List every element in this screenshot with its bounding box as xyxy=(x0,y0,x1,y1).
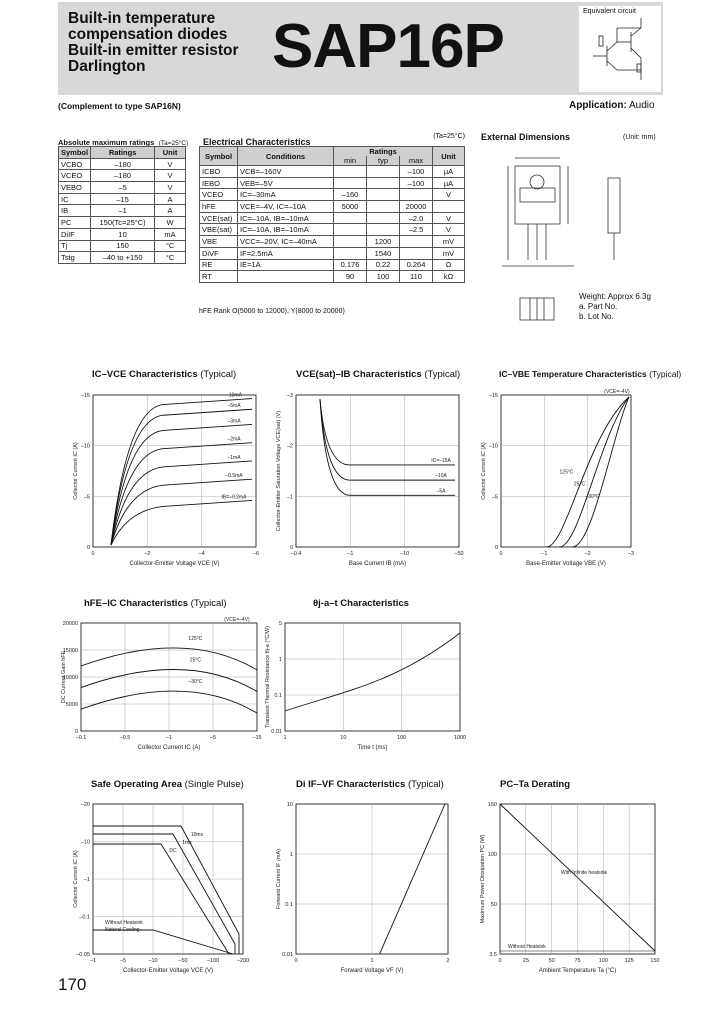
table-header: Ratings xyxy=(91,147,155,159)
table-cell: 0.22 xyxy=(367,259,400,271)
x-axis-label: Collector-Emitter Voltage VCE (V) xyxy=(129,561,220,567)
y-tick-label: 0.01 xyxy=(271,729,282,735)
y-tick-label: –10 xyxy=(80,839,90,846)
curve-label: Natural Cooling xyxy=(105,927,140,933)
table-cell: V xyxy=(433,189,465,201)
x-tick-label: 0 xyxy=(498,958,502,964)
x-axis-label: Base-Emitter Voltage VBE (V) xyxy=(526,561,606,567)
table-cell: RE xyxy=(200,259,238,271)
table-cell: Tstg xyxy=(59,252,91,264)
y-tick-label: 10000 xyxy=(62,675,78,681)
table-cell: µA xyxy=(433,166,465,178)
curve-label: DC xyxy=(169,848,177,854)
table-cell: 110 xyxy=(400,271,433,283)
y-tick-label: 20000 xyxy=(62,621,78,627)
table-cell: RT xyxy=(200,271,238,283)
table-cell: –5 xyxy=(91,182,155,194)
table-cell: kΩ xyxy=(433,271,465,283)
x-tick-label: 0 xyxy=(294,958,298,964)
y-tick-label: 150 xyxy=(487,802,497,808)
table-cell: VCB=–160V xyxy=(238,166,334,178)
hfe-rank-note: hFE Rank O(5000 to 12000), Y(8000 to 20000) xyxy=(199,308,345,315)
table-cell: –15 xyxy=(91,193,155,205)
x-tick-label: –5 xyxy=(209,735,217,741)
soa-noheatsink xyxy=(93,930,233,954)
series-line-ic xyxy=(320,399,455,495)
complement-note: (Complement to type SAP16N) xyxy=(58,101,181,111)
table-cell: 5000 xyxy=(334,201,367,213)
series-line-if xyxy=(380,804,445,954)
x-tick-label: 150 xyxy=(650,958,660,964)
table-cell: 0.264 xyxy=(400,259,433,271)
table-cell: –100 xyxy=(400,177,433,189)
y-tick-label: 0 xyxy=(289,545,293,551)
series-line-ic xyxy=(320,399,455,480)
table-cell: VCE=–4V, IC=–10A xyxy=(238,201,334,213)
y-axis-label: Collector Current IC (A) xyxy=(73,850,79,908)
x-tick-label: –1 xyxy=(165,735,173,741)
table-cell: IC xyxy=(59,193,91,205)
x-tick-label: 125 xyxy=(624,958,634,964)
table-cell: VCBO xyxy=(59,158,91,170)
table-cell: 20000 xyxy=(400,201,433,213)
header-line-3: Built-in emitter resistor xyxy=(68,42,239,59)
table-cell: hFE xyxy=(200,201,238,213)
chart-title-text: hFE–IC Characteristics xyxy=(84,598,189,609)
table-cell: VCEO xyxy=(59,170,91,182)
table-cell: PC xyxy=(59,217,91,229)
curve-label: With Infinite heatsink xyxy=(560,870,608,876)
chart-title-typ: (Typical) xyxy=(424,369,461,380)
table-cell: 1540 xyxy=(367,247,400,259)
x-tick-label: 1 xyxy=(370,958,374,964)
table-cell: µA xyxy=(433,177,465,189)
x-tick-label: –10 xyxy=(148,958,158,964)
curve-label: 125°C xyxy=(188,635,203,642)
table-cell: mV xyxy=(433,236,465,248)
y-axis-label: DC Current Gain hFE xyxy=(61,650,67,704)
ext-dim-unit: (Unit: mm) xyxy=(623,134,656,141)
table-cell: 1200 xyxy=(367,236,400,248)
application-label: Application: xyxy=(569,100,627,111)
curve-label: Without Heatsink xyxy=(508,944,546,950)
chart-title-pc-ta: PC–Ta Derating xyxy=(500,779,571,790)
x-tick-label: –2 xyxy=(144,551,151,557)
y-tick-label: –15 xyxy=(488,393,498,399)
curve-label: –5mA xyxy=(227,403,241,410)
series-line-ic xyxy=(320,399,455,465)
x-tick-label: 2 xyxy=(446,958,450,964)
curve-label: 10ms xyxy=(190,832,204,838)
table-cell: IF=2.5mA xyxy=(238,247,334,259)
x-axis-label: Time t (ms) xyxy=(357,745,388,751)
table-cell: IC=–10A, IB=–10mA xyxy=(238,212,334,224)
curve-label: –30°C xyxy=(585,493,600,500)
soa-dc xyxy=(93,844,229,954)
x-tick-label: –1 xyxy=(89,958,97,964)
chart-title-text: VCE(sat)–IB Characteristics xyxy=(296,369,422,380)
table-cell: 100 xyxy=(367,271,400,283)
y-tick-label: 15000 xyxy=(62,648,78,654)
y-tick-label: 50 xyxy=(490,902,497,908)
table-cell: DiIF xyxy=(59,228,91,240)
table-cell: Ω xyxy=(433,259,465,271)
y-tick-label: 10 xyxy=(286,802,293,808)
y-tick-label: 100 xyxy=(487,852,497,858)
y-axis-label: Transient Thermal Resistance θj-a (°C/W) xyxy=(265,626,271,728)
elec-title-text: Electrical Characteristics xyxy=(203,137,311,147)
x-tick-label: –0.4 xyxy=(290,551,302,557)
table-cell: VBE xyxy=(200,236,238,248)
equivalent-circuit-label: Equivalent circuit xyxy=(583,8,636,15)
x-tick-label: –4 xyxy=(198,551,205,557)
x-axis-label: Collector Current IC (A) xyxy=(137,745,201,751)
x-tick-label: 75 xyxy=(574,958,581,964)
y-tick-label: 0 xyxy=(86,545,90,551)
y-axis-label: Maximum Power Dissipation PC (W) xyxy=(480,834,486,924)
x-tick-label: 0 xyxy=(91,551,95,557)
y-tick-label: –2 xyxy=(286,443,293,450)
x-tick-label: –1 xyxy=(347,551,354,557)
table-cell: V xyxy=(433,212,465,224)
y-tick-label: –1 xyxy=(83,877,90,883)
plot-frame xyxy=(285,623,460,731)
table-cell: DiVF xyxy=(200,247,238,259)
elec-cond: (Ta=25°C) xyxy=(433,133,465,140)
table-cell: IB xyxy=(59,205,91,217)
x-tick-label: –50 xyxy=(178,958,188,964)
soa-1ms xyxy=(93,834,235,954)
table-header: Unit xyxy=(433,147,465,166)
chart-title-text: IC–VBE Temperature Characteristics xyxy=(499,369,647,379)
chart-title-typ: (Typical) xyxy=(200,369,237,380)
table-cell: V xyxy=(155,182,186,194)
table-cell: mA xyxy=(155,228,186,240)
x-tick-label: –6 xyxy=(252,551,260,557)
table-cell: –160 xyxy=(334,189,367,201)
table-cell: –180 xyxy=(91,158,155,170)
table-cell: V xyxy=(433,224,465,236)
table-subheader: min xyxy=(334,156,367,166)
table-header: Conditions xyxy=(238,147,334,166)
curve-label: 125°C xyxy=(559,469,574,476)
table-cell: °C xyxy=(155,252,186,264)
curve-label: IC=–15A xyxy=(431,457,451,464)
x-tick-label: –1 xyxy=(541,551,548,557)
x-axis-label: Forward Voltage VF (V) xyxy=(340,968,404,974)
x-tick-label: –100 xyxy=(206,958,220,964)
y-tick-label: –10 xyxy=(80,443,90,450)
x-tick-label: –5 xyxy=(119,958,127,964)
y-axis-label: Collector Current IC (A) xyxy=(481,442,487,500)
y-tick-label: –1 xyxy=(286,494,293,501)
y-tick-label: 3.5 xyxy=(489,952,497,958)
table-cell: IEBO xyxy=(200,177,238,189)
y-tick-label: –0.05 xyxy=(76,952,90,958)
y-tick-label: 0 xyxy=(494,545,498,551)
table-cell: A xyxy=(155,205,186,217)
table-cell: 90 xyxy=(334,271,367,283)
curve-label: 25°C xyxy=(573,481,586,488)
part-number: SAP16P xyxy=(272,12,504,81)
plot-frame xyxy=(296,395,459,547)
y-tick-label: –15 xyxy=(80,393,90,399)
x-axis-label: Ambient Temperature Ta (°C) xyxy=(538,968,617,974)
table-subheader: max xyxy=(400,156,433,166)
x-tick-label: –50 xyxy=(454,551,464,557)
curve-label: –2mA xyxy=(227,436,241,443)
series-line-thermal xyxy=(285,633,460,711)
chart-title-text: Di IF–VF Characteristics xyxy=(296,779,406,790)
table-cell: –2.5 xyxy=(400,224,433,236)
table-cell: mV xyxy=(433,247,465,259)
curve-label: –0.5mA xyxy=(225,473,243,480)
curve-label: IB=–0.2mA xyxy=(221,494,247,501)
y-tick-label: 5000 xyxy=(65,702,78,708)
x-tick-label: –3 xyxy=(627,551,635,557)
header-line-1: Built-in temperature xyxy=(68,10,216,27)
series-line-temp xyxy=(573,397,630,547)
y-tick-label: 0.01 xyxy=(282,952,293,958)
table-cell: IC=–10A, IB=–10mA xyxy=(238,224,334,236)
table-cell: –100 xyxy=(400,166,433,178)
application-value: Audio xyxy=(629,100,655,111)
page-number: 170 xyxy=(58,975,87,994)
y-tick-label: 1 xyxy=(278,657,282,663)
table-header: Symbol xyxy=(200,147,238,166)
x-axis-label: Collector-Emitter Voltage VCE (V) xyxy=(122,968,214,974)
part-no-text: a. Part No. xyxy=(579,302,618,311)
ext-dim-title: External Dimensions xyxy=(481,132,571,142)
abs-max-title-text: Absolute maximum ratings xyxy=(58,138,155,147)
table-cell: 150(Tc=25°C) xyxy=(91,217,155,229)
curve-label: –3mA xyxy=(227,418,241,425)
y-tick-label: –3 xyxy=(286,393,293,399)
table-cell: °C xyxy=(155,240,186,252)
table-cell: W xyxy=(155,217,186,229)
table-header: Ratings xyxy=(334,147,433,157)
series-line-ib xyxy=(111,479,252,545)
x-tick-label: 1 xyxy=(283,735,287,741)
table-cell: VCE(sat) xyxy=(200,212,238,224)
table-cell: A xyxy=(155,193,186,205)
table-cell: V xyxy=(155,158,186,170)
table-cell: VCC=–20V, IC=–40mA xyxy=(238,236,334,248)
y-tick-label: –0.1 xyxy=(79,914,90,921)
y-tick-label: 1 xyxy=(289,852,293,858)
curve-label: Without Heatsink xyxy=(105,920,143,926)
table-cell: –2.0 xyxy=(400,212,433,224)
header-line-4: Darlington xyxy=(68,58,146,75)
y-tick-label: 0.1 xyxy=(274,693,282,699)
x-tick-label: 50 xyxy=(548,958,555,964)
y-tick-label: 0.1 xyxy=(285,902,293,908)
chart-title-typ: (Single Pulse) xyxy=(184,779,244,790)
table-cell: 150 xyxy=(91,240,155,252)
chart-title-text: Safe Operating Area xyxy=(91,779,182,790)
weight-text: Weight: Approx 6.3g xyxy=(579,292,651,301)
x-tick-label: –10 xyxy=(400,551,410,557)
series-line-ib xyxy=(111,500,252,545)
table-cell: IC=–30mA xyxy=(238,189,334,201)
y-axis-label: Forward Current IF (mA) xyxy=(276,849,282,909)
curve-label: –30°C xyxy=(188,679,203,686)
y-tick-label: –10 xyxy=(488,443,498,450)
y-tick-label: –20 xyxy=(80,802,90,808)
x-tick-label: 100 xyxy=(397,735,407,741)
curve-label: –10mA xyxy=(226,392,242,399)
chart-title-typ: (Typical) xyxy=(649,369,682,379)
x-tick-label: 1000 xyxy=(453,735,467,741)
y-tick-label: 5 xyxy=(278,621,282,627)
chart-title-typ: (Typical) xyxy=(190,598,227,609)
table-cell: VEB=–5V xyxy=(238,177,334,189)
x-tick-label: –2 xyxy=(584,551,591,557)
table-subheader: typ xyxy=(367,156,400,166)
header-line-2: compensation diodes xyxy=(68,26,228,43)
y-tick-label: –5 xyxy=(491,494,498,501)
table-cell: ICBO xyxy=(200,166,238,178)
curve-label: 1ms xyxy=(182,840,192,846)
table-cell: VBE(sat) xyxy=(200,224,238,236)
table-header: Unit xyxy=(155,147,186,159)
table-cell: V xyxy=(155,170,186,182)
table-cell: VEBO xyxy=(59,182,91,194)
table-cell: 10 xyxy=(91,228,155,240)
table-cell: –40 to +150 xyxy=(91,252,155,264)
x-axis-label: Base Current IB (mA) xyxy=(348,561,407,567)
x-tick-label: 100 xyxy=(598,958,608,964)
curve-label: 25°C xyxy=(189,657,201,664)
table-cell: 0.176 xyxy=(334,259,367,271)
x-tick-label: 25 xyxy=(522,958,529,964)
x-tick-label: –0.5 xyxy=(119,735,131,741)
table-cell: Tj xyxy=(59,240,91,252)
abs-max-cond: (Ta=25°C) xyxy=(158,140,189,147)
table-header: Symbol xyxy=(59,147,91,159)
table-cell: –180 xyxy=(91,170,155,182)
table-cell: IE=1A xyxy=(238,259,334,271)
y-tick-label: –5 xyxy=(83,494,90,501)
y-axis-label: Collector Current IC (A) xyxy=(73,442,79,500)
y-axis-label: Collector-Emitter Saturation Voltage VCE(sat) (V) xyxy=(276,410,282,532)
chart-title-thermal: θj-a–t Characteristics xyxy=(313,598,409,609)
x-tick-label: –200 xyxy=(236,958,250,964)
curve-label: –1mA xyxy=(227,454,241,461)
chart-title-typ: (Typical) xyxy=(407,779,444,790)
chart-title-text: IC–VCE Characteristics xyxy=(92,369,198,380)
x-tick-label: 10 xyxy=(340,735,347,741)
table-cell: VCEO xyxy=(200,189,238,201)
x-tick-label: –15 xyxy=(252,735,262,741)
curve-label: –10A xyxy=(435,473,447,480)
x-tick-label: 0 xyxy=(499,551,503,557)
condition-label: (VCE=–4V) xyxy=(604,389,630,395)
table-cell: –1 xyxy=(91,205,155,217)
lot-no-text: b. Lot No. xyxy=(579,312,614,321)
condition-label: (VCE=–4V) xyxy=(224,617,250,623)
y-tick-label: 0 xyxy=(74,729,78,735)
x-tick-label: –0.1 xyxy=(75,735,87,741)
curve-label: –5A xyxy=(436,488,446,495)
